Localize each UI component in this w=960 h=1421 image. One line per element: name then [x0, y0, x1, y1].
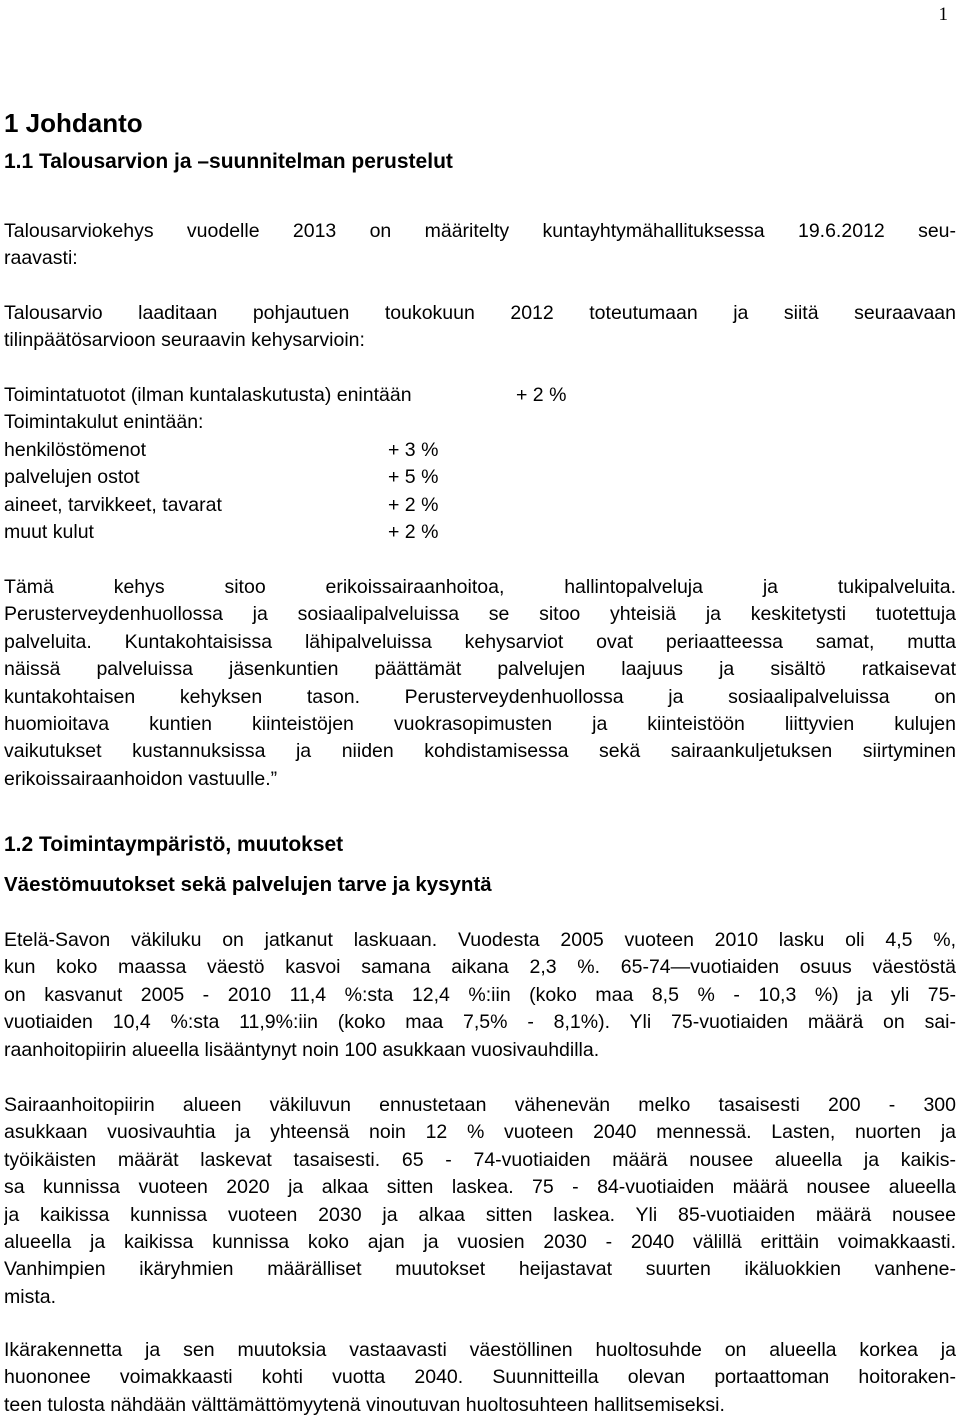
text-line: huomioitava kuntien kiinteistöjen vuokrasopimusten ja kiinteistöön liittyvien kulujen — [4, 712, 956, 735]
text-line: huononee voimakkaasti kohti vuotta 2040. Suunnitteilla olevan portaattoman hoitoraken- — [4, 1366, 956, 1389]
text-line: on kasvanut 2005 - 2010 11,4 %:sta 12,4 %:iin (koko maa 8,5 % - 10,3 %) ja yli 75- — [4, 983, 956, 1006]
text-line: sa kunnissa vuoteen 2020 ja alkaa sitten laskea. 75 - 84-vuotiaiden määrä nousee alueella — [4, 1176, 956, 1199]
table-cell-label — [4, 464, 604, 491]
text-line: ja kaikissa kunnissa vuoteen 2030 ja alkaa sitten laskea. Yli 85-vuotiaiden määrä nousee — [4, 1203, 956, 1226]
table-cell-label — [4, 519, 604, 546]
paragraph-frame-scope — [4, 574, 956, 793]
text-line: kuntakohtaisen kehyksen tason. Perusterveydenhuollossa ja sosiaalipalveluissa on — [4, 685, 956, 708]
text-line: raavasti: — [4, 247, 78, 270]
text-line: teen tulosta nähdään välttämättömyytenä vinoutuvan huoltosuhteen hallitsemiseksi. — [4, 1393, 725, 1416]
text-line: palveluita. Kuntakohtaisissa lähipalveluissa kehysarviot ovat periaatteessa samat, mutta — [4, 630, 956, 653]
text-line: Vanhimpien ikäryhmien määrälliset muutokset heijastavat suurten ikäluokkien vanhene- — [4, 1258, 956, 1281]
text-line: raanhoitopiirin alueella lisääntynyt noin 100 asukkaan vuosivauhdilla. — [4, 1038, 600, 1061]
text-line: erikoissairaanhoidon vastuulle.” — [4, 767, 278, 790]
text-line: työikäisten määrät laskevat tasaisesti. 65 - 74-vuotiaiden määrä nousee alueella ja kaikis- — [4, 1148, 956, 1171]
text-line: Perusterveydenhuollossa ja sosiaalipalveluissa se sitoo yhteisiä ja keskitetysti tuotettuja — [4, 603, 956, 626]
text-line: vaikutukset kustannuksissa ja niiden kohdistamisessa sekä sairaankuljetuksen siirtyminen — [4, 740, 956, 763]
page-number: 1 — [938, 4, 948, 25]
table-row — [4, 382, 604, 409]
row-value: + 2 % — [388, 521, 439, 544]
text-line: asukkaan vuosivauhtia ja yhteensä noin 12 % vuoteen 2040 mennessä. Lasten, nuorten ja — [4, 1121, 956, 1144]
paragraph-budget-frame-intro — [4, 218, 956, 273]
row-label: henkilöstömenot — [4, 438, 147, 461]
text-line: kun koko maassa väestö kasvoi samana aikana 2,3 %. 65-74—vuotiaiden osuus väestöstä — [4, 956, 956, 979]
row-label: aineet, tarvikkeet, tavarat — [4, 493, 222, 516]
text-line: Ikärakennetta ja sen muutoksia vastaavasti väestöllinen huoltosuhde on alueella korkea ja — [4, 1339, 956, 1361]
text-line: Etelä-Savon väkiluku on jatkanut laskuaan. Vuodesta 2005 vuoteen 2010 lasku oli 4,5 %, — [4, 929, 956, 951]
table-row — [4, 464, 604, 491]
text-line: näissä palveluissa jäsenkuntien päättämät palvelujen laajuus ja sisältö ratkaisevat — [4, 658, 956, 681]
budget-frame-table — [4, 382, 604, 546]
table-cell-label: Toimintakulut enintään: — [4, 411, 204, 434]
paragraph-population-trend — [4, 927, 956, 1064]
row-label: muut kulut — [4, 521, 94, 544]
table-row — [4, 437, 604, 464]
paragraph-dependency-ratio — [4, 1337, 956, 1419]
row-value: + 3 % — [388, 438, 439, 461]
text-line: tilinpäätösarvioon seuraavin kehysarvioin: — [4, 329, 365, 352]
text-line: alueella ja kaikissa kunnissa koko ajan ja vuosien 2030 - 2040 välillä erittäin voimakkaasti. — [4, 1230, 956, 1253]
paragraph-population-forecast — [4, 1092, 956, 1311]
table-cell-label: Toimintatuotot (ilman kuntalaskutusta) enintään — [4, 384, 412, 406]
row-value: + 5 % — [388, 466, 439, 489]
subsection-heading: Väestömuutokset sekä palvelujen tarve ja kysyntä — [4, 873, 492, 896]
section-heading-1-2: 1.2 Toimintaympäristö, muutokset — [4, 833, 344, 856]
table-row — [4, 409, 604, 436]
table-cell-value: + 2 % — [516, 384, 567, 406]
text-line: Sairaanhoitopiirin alueen väkiluvun ennustetaan vähenevän melko tasaisesti 200 - 300 — [4, 1094, 956, 1116]
table-row — [4, 519, 604, 546]
text-line: vuotiaiden 10,4 %:sta 11,9%:iin (koko maa 7,5% - 8,1%). Yli 75-vuotiaiden määrä on sai- — [4, 1011, 956, 1034]
text-line: mista. — [4, 1285, 57, 1308]
chapter-heading: 1 Johdanto — [4, 108, 143, 138]
row-label: palvelujen ostot — [4, 466, 140, 489]
text-line: Talousarvio laaditaan pohjautuen toukokuun 2012 toteutumaan ja siitä seuraavaan — [4, 302, 956, 324]
text-line: Tämä kehys sitoo erikoissairaanhoitoa, hallintopalveluja ja tukipalveluita. — [4, 576, 956, 598]
section-heading-1-1: 1.1 Talousarvion ja –suunnitelman perustelut — [4, 150, 453, 173]
text-line: Talousarviokehys vuodelle 2013 on määritelty kuntayhtymähallituksessa 19.6.2012 seu- — [4, 220, 956, 242]
table-row — [4, 492, 604, 519]
paragraph-budget-basis — [4, 300, 956, 355]
table-cell-label — [4, 437, 604, 464]
table-cell-label — [4, 492, 604, 519]
row-value: + 2 % — [388, 493, 439, 516]
